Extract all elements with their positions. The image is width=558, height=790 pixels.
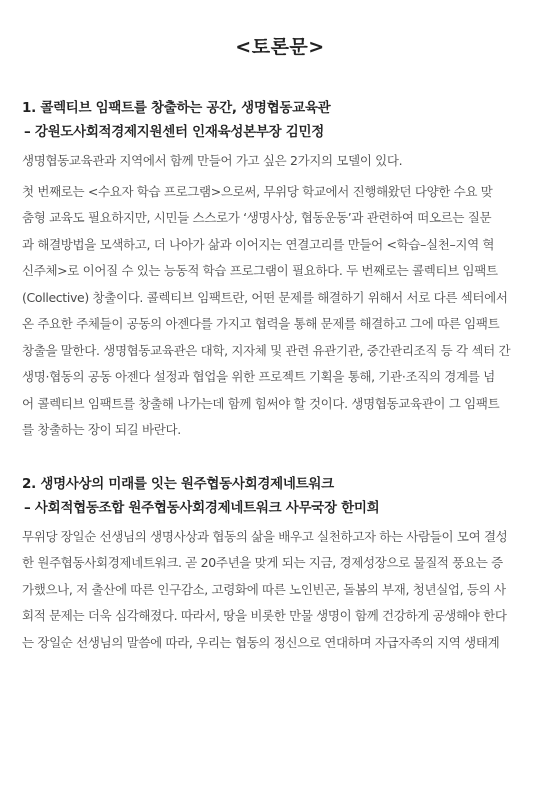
text-line: 가했으나, 저 출산에 따른 인구감소, 고령화에 따른 노인빈곤, 돌봄의 부재, 청년실업, 등의 사: [22, 581, 506, 597]
section-2: [22, 474, 538, 657]
text-line: 온 주요한 주체들이 공동의 아젠다를 가지고 협력을 통해 문제를 해결하고 그에 따른 임팩트: [22, 316, 500, 331]
text-line: (Collective) 창출이다. 콜렉티브 임팩트란, 어떤 문제를 해결하기 위해서 서로 다른 섹터에서: [22, 289, 508, 305]
paragraph: [22, 179, 538, 444]
paragraph: [22, 524, 538, 657]
text-line: 생명·협동의 공동 아젠다 설정과 협업을 위한 프로젝트 기획을 통해, 기관·조직의 경계를 넘: [22, 369, 495, 384]
text-line: 한 원주협동사회경제네트워크. 곧 20주년을 맞게 되는 지금, 경제성장으로 물질적 풍요는 증: [22, 555, 503, 570]
text-line: 창출을 말한다. 생명협동교육관은 대학, 지자체 및 관련 유관기관, 중간관리조직 등 각 섹터 간: [22, 342, 511, 358]
page-title: <토론문>: [235, 36, 325, 58]
text-line: 무위당 장일순 선생님의 생명사상과 협동의 삶을 배우고 실천하고자 하는 사람들이 모여 결성: [22, 528, 508, 544]
text-line: 첫 번째로는 <수요자 학습 프로그램>으로써, 무위당 학교에서 진행해왔던 다양한 수요 맞: [22, 183, 493, 199]
text-line: 회적 문제는 더욱 심각해졌다. 따라서, 땅을 비롯한 만물 생명이 함께 건강하게 공생해야 한다: [22, 608, 507, 623]
section-heading: 1. 콜렉티브 임팩트를 창출하는 공간, 생명협동교육관: [22, 100, 331, 116]
speaker-line: – 사회적협동조합 원주협동사회경제네트워크 사무국장 한미희: [24, 499, 380, 516]
speaker-line: – 강원도사회적경제지원센터 인재육성본부장 김민정: [24, 124, 324, 140]
text-line: 신주체>로 이어질 수 있는 능동적 학습 프로그램이 필요하다. 두 번째로는 콜렉티브 임팩트: [22, 263, 498, 278]
text-line: 어 콜렉티브 임팩트를 창출해 나가는데 함께 힘써야 할 것이다. 생명협동교육관이 그 임팩트: [22, 395, 500, 411]
section-1: [22, 98, 538, 444]
paragraph: [22, 148, 538, 175]
text-line: 생명협동교육관과 지역에서 함께 만들어 가고 싶은 2가지의 모델이 있다.: [22, 153, 403, 168]
section-heading: 2. 생명사상의 미래를 잇는 원주협동사회경제네트워크: [22, 475, 334, 492]
text-line: 춤형 교육도 필요하지만, 시민들 스스로가 ‘생명사상, 협동운동’과 관련하여 떠오르는 질문: [22, 210, 492, 225]
text-line: 과 해결방법을 모색하고, 더 나아가 삶과 이어지는 연결고리를 만들어 <학습–실천–지역 혁: [22, 236, 495, 252]
text-line: 는 장일순 선생님의 말씀에 따라, 우리는 협동의 정신으로 연대하며 자급자족의 지역 생태계: [22, 634, 500, 650]
text-line: 를 창출하는 장이 되길 바란다.: [22, 422, 181, 437]
